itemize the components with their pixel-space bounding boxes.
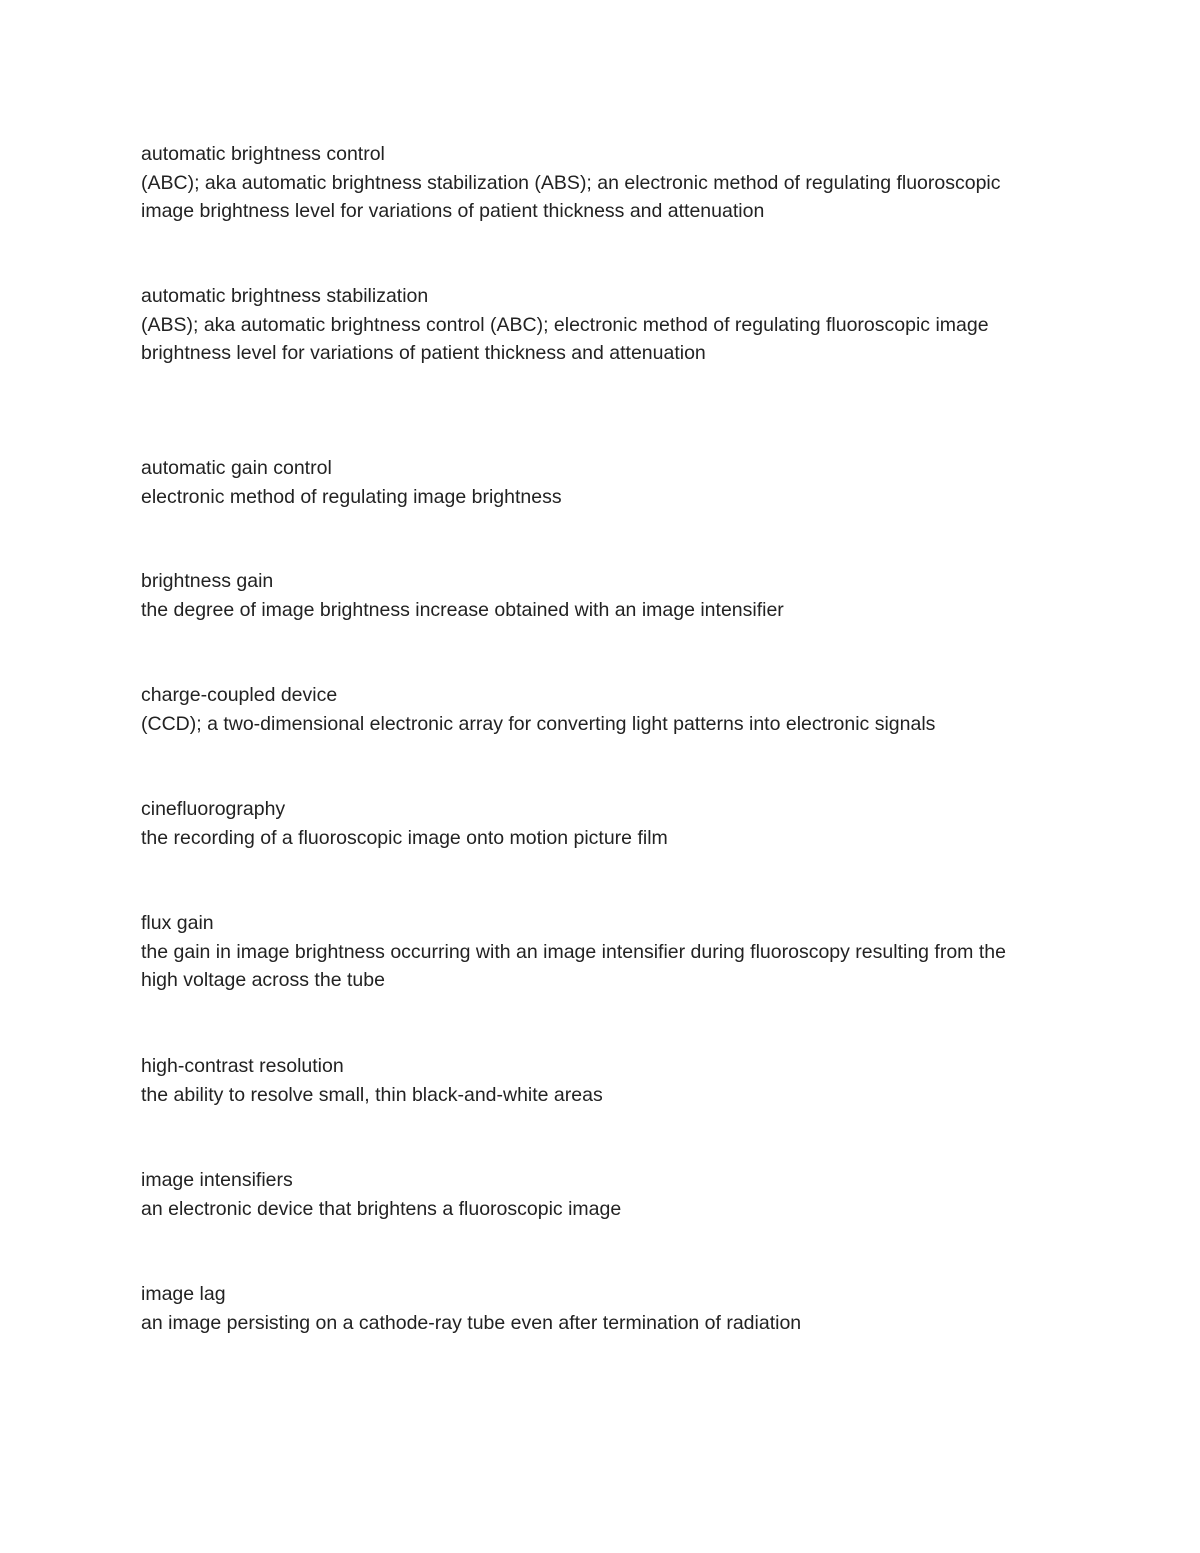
glossary-term: brightness gain — [141, 570, 274, 592]
glossary-term: high-contrast resolution — [141, 1055, 344, 1077]
glossary-entry-image-lag — [141, 1280, 1041, 1337]
glossary-term: image lag — [141, 1283, 226, 1305]
glossary-entry-high-contrast-resolution — [141, 1052, 1041, 1109]
glossary-entry-flux-gain — [141, 909, 1041, 995]
glossary-term: cinefluorography — [141, 798, 286, 820]
glossary-definition: (ABS); aka automatic brightness control (ABC); electronic method of regulating fluoroscopic image brightness level for variations of patient thickness and attenuation — [141, 313, 989, 365]
glossary-definition: an electronic device that brightens a fluoroscopic image — [141, 1197, 622, 1220]
glossary-definition: (CCD); a two-dimensional electronic array for converting light patterns into electronic signals — [141, 712, 936, 735]
glossary-term: automatic brightness control — [141, 143, 385, 165]
glossary-entry-automatic-brightness-stabilization — [141, 282, 1041, 368]
glossary-definition: electronic method of regulating image brightness — [141, 485, 562, 508]
glossary-entry-charge-coupled-device — [141, 681, 1041, 738]
glossary-definition: (ABC); aka automatic brightness stabilization (ABS); an electronic method of regulating fluoroscopic image brightness level for variations of patient thickness and attenuation — [141, 171, 1001, 223]
glossary-term: image intensifiers — [141, 1169, 293, 1191]
glossary-definition: an image persisting on a cathode-ray tube even after termination of radiation — [141, 1311, 802, 1334]
glossary-entry-brightness-gain — [141, 567, 1041, 624]
glossary-term: flux gain — [141, 912, 214, 934]
glossary-term: automatic gain control — [141, 457, 332, 479]
glossary-entry-image-intensifiers — [141, 1166, 1041, 1223]
glossary-definition: the recording of a fluoroscopic image onto motion picture film — [141, 826, 668, 849]
glossary-entry-cinefluorography — [141, 795, 1041, 852]
glossary-term: automatic brightness stabilization — [141, 285, 429, 307]
glossary-definition: the ability to resolve small, thin black-and-white areas — [141, 1083, 603, 1106]
glossary-definition: the gain in image brightness occurring with an image intensifier during fluoroscopy resulting from the high voltage across the tube — [141, 940, 1006, 992]
glossary-entry-automatic-brightness-control — [141, 140, 1041, 226]
glossary-entry-automatic-gain-control — [141, 454, 1041, 511]
glossary-definition: the degree of image brightness increase obtained with an image intensifier — [141, 598, 784, 621]
glossary-term: charge-coupled device — [141, 684, 338, 706]
